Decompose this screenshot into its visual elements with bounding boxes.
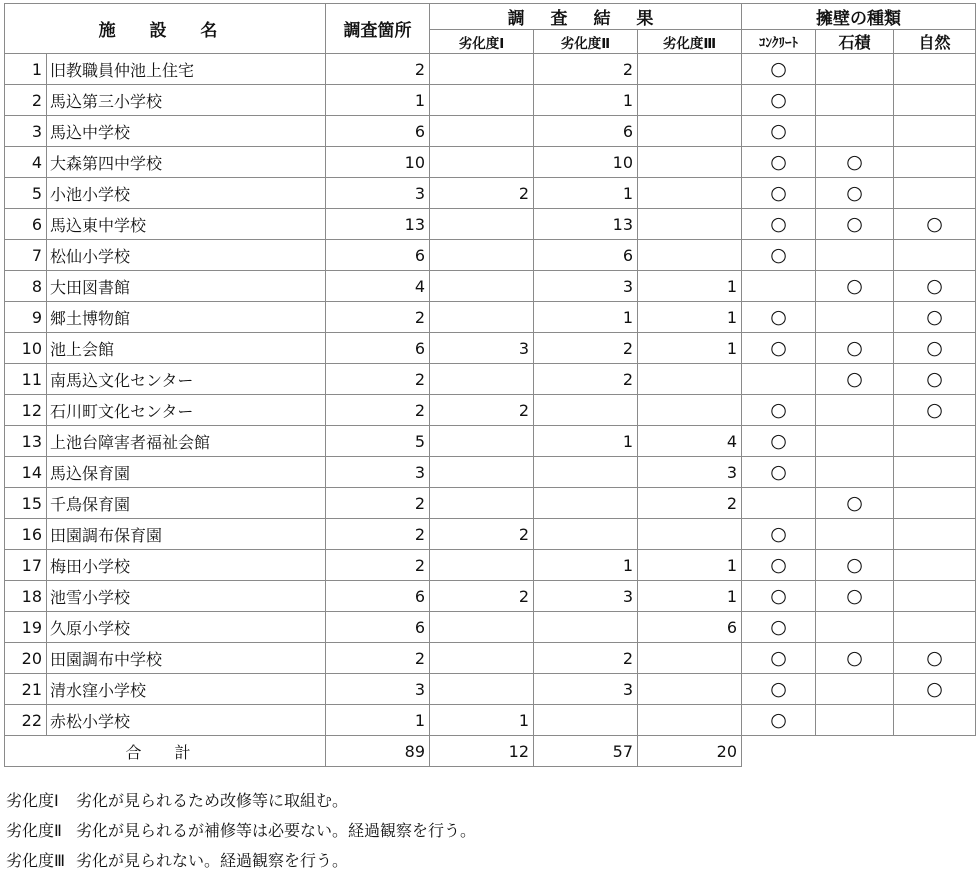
table-row [5,550,976,581]
grade3-cell: 1 [638,581,742,612]
table-row [5,705,976,736]
row-number: 2 [5,85,47,116]
stone-cell [816,426,894,457]
facility-name-cell: 馬込中学校 [47,116,326,147]
natural-cell [894,302,976,333]
circle-mark-icon: ○ [926,647,943,669]
grade2-cell [534,395,638,426]
survey-table [4,3,976,767]
grade3-cell [638,147,742,178]
table-row [5,116,976,147]
grade3-cell [638,178,742,209]
concrete-cell [742,457,816,488]
circle-mark-icon: ○ [770,430,787,452]
concrete-cell [742,209,816,240]
stone-cell [816,116,894,147]
facility-name-cell: 馬込東中学校 [47,209,326,240]
note-text: 劣化が見られるため改修等に取組む。 [76,791,349,810]
grade3-cell [638,240,742,271]
grade2-cell: 2 [534,333,638,364]
note-term: 劣化度Ⅰ [6,791,59,810]
facility-name-cell: 馬込第三小学校 [47,85,326,116]
stone-cell [816,674,894,705]
grade1-cell [430,85,534,116]
survey-count-cell: 13 [326,209,430,240]
note-text: 劣化が見られない。経過観察を行う。 [76,851,349,870]
grade2-cell: 1 [534,302,638,333]
concrete-cell [742,54,816,85]
natural-cell [894,178,976,209]
facility-name-header: 施 設 名 [5,4,326,54]
grade1-cell: 2 [430,581,534,612]
circle-mark-icon: ○ [770,647,787,669]
survey-count-cell: 2 [326,54,430,85]
circle-mark-icon: ○ [846,182,863,204]
row-number: 7 [5,240,47,271]
circle-mark-icon: ○ [770,120,787,142]
table-row [5,54,976,85]
circle-mark-icon: ○ [770,213,787,235]
grade1-cell: 2 [430,519,534,550]
stone-cell [816,550,894,581]
stone-cell [816,705,894,736]
concrete-cell [742,643,816,674]
survey-count-cell: 1 [326,705,430,736]
concrete-cell [742,519,816,550]
grade2-cell: 1 [534,426,638,457]
natural-cell [894,674,976,705]
grade2-cell [534,612,638,643]
grade2-cell: 6 [534,240,638,271]
facility-name-cell: 田園調布保育園 [47,519,326,550]
survey-count-cell: 2 [326,519,430,550]
concrete-cell [742,116,816,147]
survey-count-cell: 2 [326,550,430,581]
circle-mark-icon: ○ [770,678,787,700]
facility-name-cell: 南馬込文化センター [47,364,326,395]
table-row [5,674,976,705]
natural-cell [894,271,976,302]
circle-mark-icon: ○ [846,492,863,514]
grade3-cell: 3 [638,457,742,488]
grade1-cell [430,302,534,333]
circle-mark-icon: ○ [926,337,943,359]
grade2-cell: 3 [534,581,638,612]
stone-cell [816,333,894,364]
concrete-header: ｺﾝｸﾘｰﾄ [742,30,816,54]
facility-name-cell: 久原小学校 [47,612,326,643]
total-label: 合 計 [5,736,326,767]
grade1-cell [430,271,534,302]
grade1-cell [430,209,534,240]
concrete-cell [742,488,816,519]
natural-cell [894,426,976,457]
circle-mark-icon: ○ [846,647,863,669]
natural-cell [894,612,976,643]
table-row [5,85,976,116]
survey-count-cell: 2 [326,395,430,426]
grade3-cell: 1 [638,333,742,364]
grade3-cell: 6 [638,612,742,643]
grade1-cell: 2 [430,178,534,209]
grade3-cell [638,519,742,550]
row-number: 9 [5,302,47,333]
row-number: 13 [5,426,47,457]
concrete-cell [742,364,816,395]
table-row [5,178,976,209]
natural-cell [894,488,976,519]
grade2-cell: 3 [534,271,638,302]
circle-mark-icon: ○ [770,585,787,607]
concrete-cell [742,674,816,705]
grade3-cell [638,395,742,426]
table-row [5,333,976,364]
stone-cell [816,271,894,302]
circle-mark-icon: ○ [770,306,787,328]
circle-mark-icon: ○ [770,554,787,576]
total-grade2-cell: 57 [534,736,638,767]
stone-cell [816,395,894,426]
survey-count-header: 調査箇所 [326,4,430,54]
natural-cell [894,240,976,271]
grade2-cell: 1 [534,178,638,209]
circle-mark-icon: ○ [770,58,787,80]
grade3-cell: 4 [638,426,742,457]
stone-cell [816,581,894,612]
natural-cell [894,395,976,426]
stone-cell [816,178,894,209]
concrete-cell [742,395,816,426]
facility-name-cell: 小池小学校 [47,178,326,209]
grade1-cell [430,240,534,271]
grade1-cell [430,54,534,85]
survey-count-cell: 2 [326,302,430,333]
circle-mark-icon: ○ [926,368,943,390]
grade1-cell [430,457,534,488]
stone-cell [816,364,894,395]
grade3-cell: 1 [638,302,742,333]
circle-mark-icon: ○ [770,616,787,638]
grade2-cell [534,705,638,736]
concrete-cell [742,240,816,271]
survey-count-cell: 5 [326,426,430,457]
natural-cell [894,85,976,116]
note-line [6,846,476,876]
row-number: 12 [5,395,47,426]
table-row [5,364,976,395]
legend-notes [6,786,476,876]
circle-mark-icon: ○ [770,89,787,111]
survey-count-cell: 2 [326,488,430,519]
facility-name-cell: 梅田小学校 [47,550,326,581]
survey-count-cell: 6 [326,612,430,643]
grade3-cell [638,209,742,240]
grade2-cell: 3 [534,674,638,705]
grade2-cell: 2 [534,364,638,395]
facility-name-cell: 郷土博物館 [47,302,326,333]
row-number: 18 [5,581,47,612]
facility-name-cell: 赤松小学校 [47,705,326,736]
table-row [5,240,976,271]
natural-cell [894,457,976,488]
circle-mark-icon: ○ [770,337,787,359]
note-line [6,786,476,816]
table-row [5,612,976,643]
note-line [6,816,476,846]
natural-header: 自然 [894,30,976,54]
blank-area [742,736,976,767]
row-number: 14 [5,457,47,488]
natural-cell [894,54,976,85]
grade3-cell: 1 [638,271,742,302]
natural-cell [894,705,976,736]
natural-cell [894,147,976,178]
facility-name-cell: 池上会館 [47,333,326,364]
grade3-cell [638,54,742,85]
natural-cell [894,209,976,240]
concrete-cell [742,147,816,178]
concrete-cell [742,302,816,333]
grade1-cell [430,643,534,674]
stone-cell [816,302,894,333]
note-text: 劣化が見られるが補修等は必要ない。経過観察を行う。 [76,821,477,840]
survey-count-cell: 2 [326,643,430,674]
total-row [5,736,976,767]
grade1-cell [430,426,534,457]
circle-mark-icon: ○ [926,275,943,297]
row-number: 5 [5,178,47,209]
row-number: 17 [5,550,47,581]
concrete-cell [742,612,816,643]
facility-name-cell: 上池台障害者福祉会館 [47,426,326,457]
row-number: 10 [5,333,47,364]
grade1-header: 劣化度Ⅰ [430,30,534,54]
facility-name-cell: 池雪小学校 [47,581,326,612]
facility-name-cell: 大田図書館 [47,271,326,302]
circle-mark-icon: ○ [926,399,943,421]
natural-cell [894,519,976,550]
table-row [5,426,976,457]
facility-name-cell: 清水窪小学校 [47,674,326,705]
survey-count-cell: 6 [326,116,430,147]
facility-name-cell: 大森第四中学校 [47,147,326,178]
stone-cell [816,85,894,116]
circle-mark-icon: ○ [926,678,943,700]
header-row-top [5,4,976,30]
facility-name-cell: 松仙小学校 [47,240,326,271]
grade3-cell [638,364,742,395]
row-number: 3 [5,116,47,147]
grade2-cell: 10 [534,147,638,178]
circle-mark-icon: ○ [770,182,787,204]
circle-mark-icon: ○ [926,306,943,328]
survey-count-cell: 1 [326,85,430,116]
concrete-cell [742,85,816,116]
grade2-cell: 6 [534,116,638,147]
grade1-cell: 2 [430,395,534,426]
natural-cell [894,116,976,147]
circle-mark-icon: ○ [846,337,863,359]
row-number: 1 [5,54,47,85]
row-number: 16 [5,519,47,550]
row-number: 6 [5,209,47,240]
table-row [5,457,976,488]
grade3-cell [638,85,742,116]
circle-mark-icon: ○ [846,585,863,607]
grade2-cell: 2 [534,54,638,85]
survey-count-cell: 3 [326,674,430,705]
natural-cell [894,333,976,364]
row-number: 11 [5,364,47,395]
survey-count-cell: 10 [326,147,430,178]
grade2-cell: 1 [534,85,638,116]
grade1-cell [430,488,534,519]
survey-count-cell: 6 [326,581,430,612]
stone-cell [816,488,894,519]
stone-cell [816,612,894,643]
grade1-cell [430,147,534,178]
grade1-cell [430,674,534,705]
stone-cell [816,240,894,271]
stone-cell [816,643,894,674]
survey-count-cell: 2 [326,364,430,395]
survey-count-cell: 6 [326,333,430,364]
row-number: 8 [5,271,47,302]
concrete-cell [742,581,816,612]
circle-mark-icon: ○ [926,213,943,235]
row-number: 19 [5,612,47,643]
circle-mark-icon: ○ [770,399,787,421]
row-number: 4 [5,147,47,178]
survey-result-header: 調 査 結 果 [430,4,742,30]
circle-mark-icon: ○ [846,275,863,297]
facility-name-cell: 石川町文化センター [47,395,326,426]
grade2-cell: 13 [534,209,638,240]
note-term: 劣化度Ⅱ [6,821,62,840]
survey-count-cell: 3 [326,178,430,209]
stone-cell [816,147,894,178]
concrete-cell [742,705,816,736]
natural-cell [894,364,976,395]
concrete-cell [742,271,816,302]
facility-name-cell: 千鳥保育園 [47,488,326,519]
survey-count-cell: 4 [326,271,430,302]
grade1-cell: 1 [430,705,534,736]
table-row [5,488,976,519]
stone-header: 石積 [816,30,894,54]
wall-type-header: 擁壁の種類 [742,4,976,30]
natural-cell [894,550,976,581]
circle-mark-icon: ○ [846,151,863,173]
grade3-header: 劣化度Ⅲ [638,30,742,54]
grade1-cell [430,116,534,147]
grade3-cell [638,643,742,674]
facility-name-cell: 馬込保育園 [47,457,326,488]
table-row [5,519,976,550]
circle-mark-icon: ○ [770,461,787,483]
concrete-cell [742,426,816,457]
table-row [5,209,976,240]
grade1-cell [430,550,534,581]
facility-name-cell: 田園調布中学校 [47,643,326,674]
grade1-cell [430,364,534,395]
table-row [5,643,976,674]
table-row [5,395,976,426]
stone-cell [816,209,894,240]
grade2-cell: 1 [534,550,638,581]
concrete-cell [742,550,816,581]
total-count-cell: 89 [326,736,430,767]
natural-cell [894,643,976,674]
total-grade3-cell: 20 [638,736,742,767]
table-row [5,271,976,302]
grade2-header: 劣化度Ⅱ [534,30,638,54]
grade3-cell [638,674,742,705]
circle-mark-icon: ○ [846,368,863,390]
total-grade1-cell: 12 [430,736,534,767]
facility-name-cell: 旧教職員仲池上住宅 [47,54,326,85]
survey-count-cell: 6 [326,240,430,271]
grade3-cell: 1 [638,550,742,581]
circle-mark-icon: ○ [770,244,787,266]
concrete-cell [742,333,816,364]
grade2-cell: 2 [534,643,638,674]
grade2-cell [534,457,638,488]
grade3-cell: 2 [638,488,742,519]
note-term: 劣化度Ⅲ [6,851,66,870]
table-row [5,581,976,612]
table-row [5,147,976,178]
row-number: 15 [5,488,47,519]
grade1-cell: 3 [430,333,534,364]
row-number: 21 [5,674,47,705]
row-number: 20 [5,643,47,674]
grade1-cell [430,612,534,643]
table-row [5,302,976,333]
circle-mark-icon: ○ [846,554,863,576]
natural-cell [894,581,976,612]
circle-mark-icon: ○ [770,151,787,173]
concrete-cell [742,178,816,209]
stone-cell [816,457,894,488]
row-number: 22 [5,705,47,736]
grade2-cell [534,519,638,550]
circle-mark-icon: ○ [846,213,863,235]
grade3-cell [638,705,742,736]
circle-mark-icon: ○ [770,709,787,731]
grade2-cell [534,488,638,519]
stone-cell [816,519,894,550]
grade3-cell [638,116,742,147]
circle-mark-icon: ○ [770,523,787,545]
survey-count-cell: 3 [326,457,430,488]
stone-cell [816,54,894,85]
